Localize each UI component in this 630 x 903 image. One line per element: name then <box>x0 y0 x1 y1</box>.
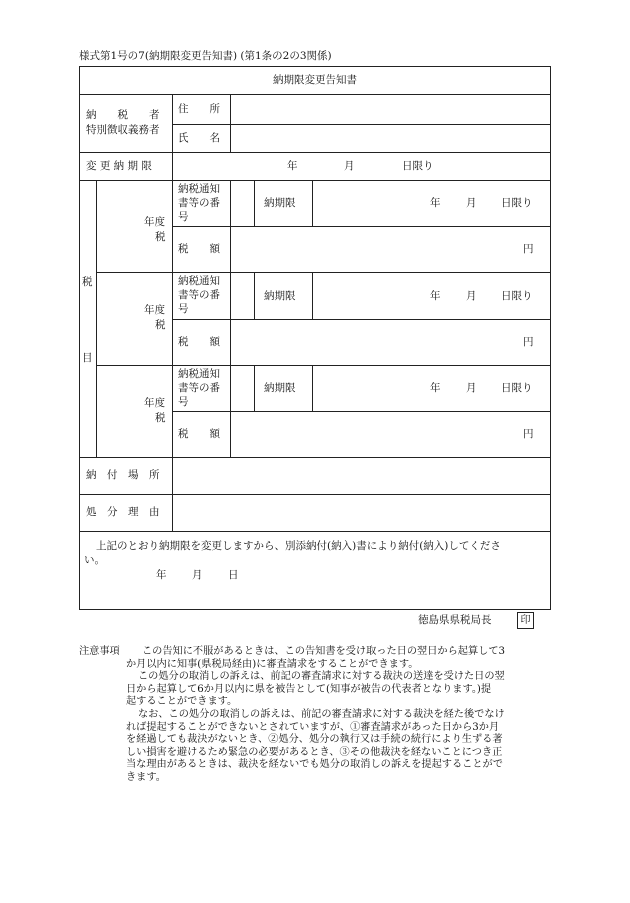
tax-amount-field[interactable] <box>231 320 550 365</box>
tax-type-label: 税 <box>155 231 166 243</box>
fiscal-year-label: 年度 <box>144 304 165 316</box>
due-date-label: 納期限 <box>264 382 296 394</box>
issue-date-month: 月 <box>192 569 203 581</box>
note-text: この告知に不服があるときは、この告知書を受け取った日の翌日から起算して3 <box>142 646 506 657</box>
due-limit: 日限り <box>501 197 533 209</box>
notice-number-field[interactable] <box>231 273 254 319</box>
fiscal-year-label: 年度 <box>144 397 165 409</box>
tax-amount-field[interactable] <box>231 227 550 272</box>
tax-type-label: 税 <box>155 319 166 331</box>
taxpayer-label: 納 税 者 <box>86 109 160 121</box>
notice-number-label: 号 <box>178 303 189 315</box>
yen-unit: 円 <box>523 428 534 440</box>
yen-unit: 円 <box>523 336 534 348</box>
note-text: か月以内に知事(県税局経由)に審査請求をすることができます。 <box>126 658 419 670</box>
disposition-reason-field[interactable] <box>173 495 550 531</box>
form-header-note: 様式第1号の7(納期限変更告知書) (第1条の2の3関係) <box>79 50 332 62</box>
deadline-year: 年 <box>287 160 298 172</box>
due-month: 月 <box>466 197 477 209</box>
notice-number-label: 号 <box>178 396 189 408</box>
notice-number-label: 納税通知 <box>178 183 220 195</box>
seal-mark: 印 <box>517 612 534 629</box>
note-text: なお、この処分の取消しの訴えは、前記の審査請求に対する裁決を経た後でなけ <box>138 708 505 720</box>
address-field[interactable] <box>231 95 550 124</box>
due-year: 年 <box>430 197 441 209</box>
notice-body-text: い。 <box>84 554 105 566</box>
notice-body-text: 上記のとおり納期限を変更しますから、別添納付(納入)書により納付(納入)してくださ <box>96 540 501 552</box>
deadline-day: 日限り <box>402 160 434 172</box>
note-text: れば提起することができないとされていますが、①審査請求があった日から3か月 <box>126 721 500 733</box>
tax-type-label: 税 <box>155 412 166 424</box>
tax-item-label-bottom: 目 <box>82 352 93 364</box>
note-text: この処分の取消しの訴えは、前記の審査請求に対する裁決の送達を受けた日の翌 <box>138 671 505 683</box>
changed-deadline-label: 変 更 納 期 限 <box>86 160 152 172</box>
due-date-label: 納期限 <box>264 197 296 209</box>
tax-amount-field[interactable] <box>231 412 550 457</box>
note-text: しい損害を避けるため緊急の必要があるとき、③その他裁決を経ないことにつき正 <box>126 746 503 758</box>
tax-item-label-top: 税 <box>82 276 93 288</box>
due-month: 月 <box>466 382 477 394</box>
notice-number-label: 納税通知 <box>178 368 220 380</box>
name-field[interactable] <box>231 125 550 152</box>
issue-date-year: 年 <box>156 569 167 581</box>
note-text: 起することができます。 <box>126 696 238 708</box>
notice-number-label: 書等の番 <box>178 289 220 301</box>
note-text: きます。 <box>126 771 166 783</box>
notice-number-field[interactable] <box>231 366 254 411</box>
due-limit: 日限り <box>501 382 533 394</box>
note-text: 当な理由があるときは、裁決を経ないでも処分の取消しの訴えを提起することがで <box>126 759 503 771</box>
notes-label: 注意事項 <box>79 646 120 657</box>
due-year: 年 <box>430 290 441 302</box>
address-label: 住 所 <box>178 103 220 115</box>
due-limit: 日限り <box>501 290 533 302</box>
tax-amount-label: 税 額 <box>178 336 220 348</box>
disposition-reason-label: 処 分 理 由 <box>86 506 160 518</box>
tax-amount-label: 税 額 <box>178 243 220 255</box>
notice-number-field[interactable] <box>231 181 254 226</box>
payment-place-label: 納 付 場 所 <box>86 469 160 481</box>
special-collector-label: 特別徴収義務者 <box>86 124 160 136</box>
notice-number-label: 書等の番 <box>178 197 220 209</box>
deadline-month: 月 <box>344 160 355 172</box>
notice-number-label: 納税通知 <box>178 275 220 287</box>
payment-place-field[interactable] <box>173 458 550 494</box>
due-month: 月 <box>466 290 477 302</box>
notes-body <box>126 646 552 785</box>
issue-date-day: 日 <box>228 569 239 581</box>
form-title: 納期限変更告知書 <box>273 74 357 86</box>
note-text: 日から起算して6か月以内に県を被告として(知事が被告の代表者となります。)提 <box>126 683 492 695</box>
due-date-label: 納期限 <box>264 290 296 302</box>
notice-number-label: 号 <box>178 211 189 223</box>
yen-unit: 円 <box>523 243 534 255</box>
note-text: を経過しても裁決がないとき、②処分、処分の執行又は手続の続行により生ずる著 <box>126 734 503 746</box>
notice-number-label: 書等の番 <box>178 382 220 394</box>
fiscal-year-label: 年度 <box>144 216 165 228</box>
name-label: 氏 名 <box>178 132 220 144</box>
tax-amount-label: 税 額 <box>178 428 220 440</box>
due-year: 年 <box>430 382 441 394</box>
issuer-name: 徳島県県税局長 <box>418 614 492 626</box>
